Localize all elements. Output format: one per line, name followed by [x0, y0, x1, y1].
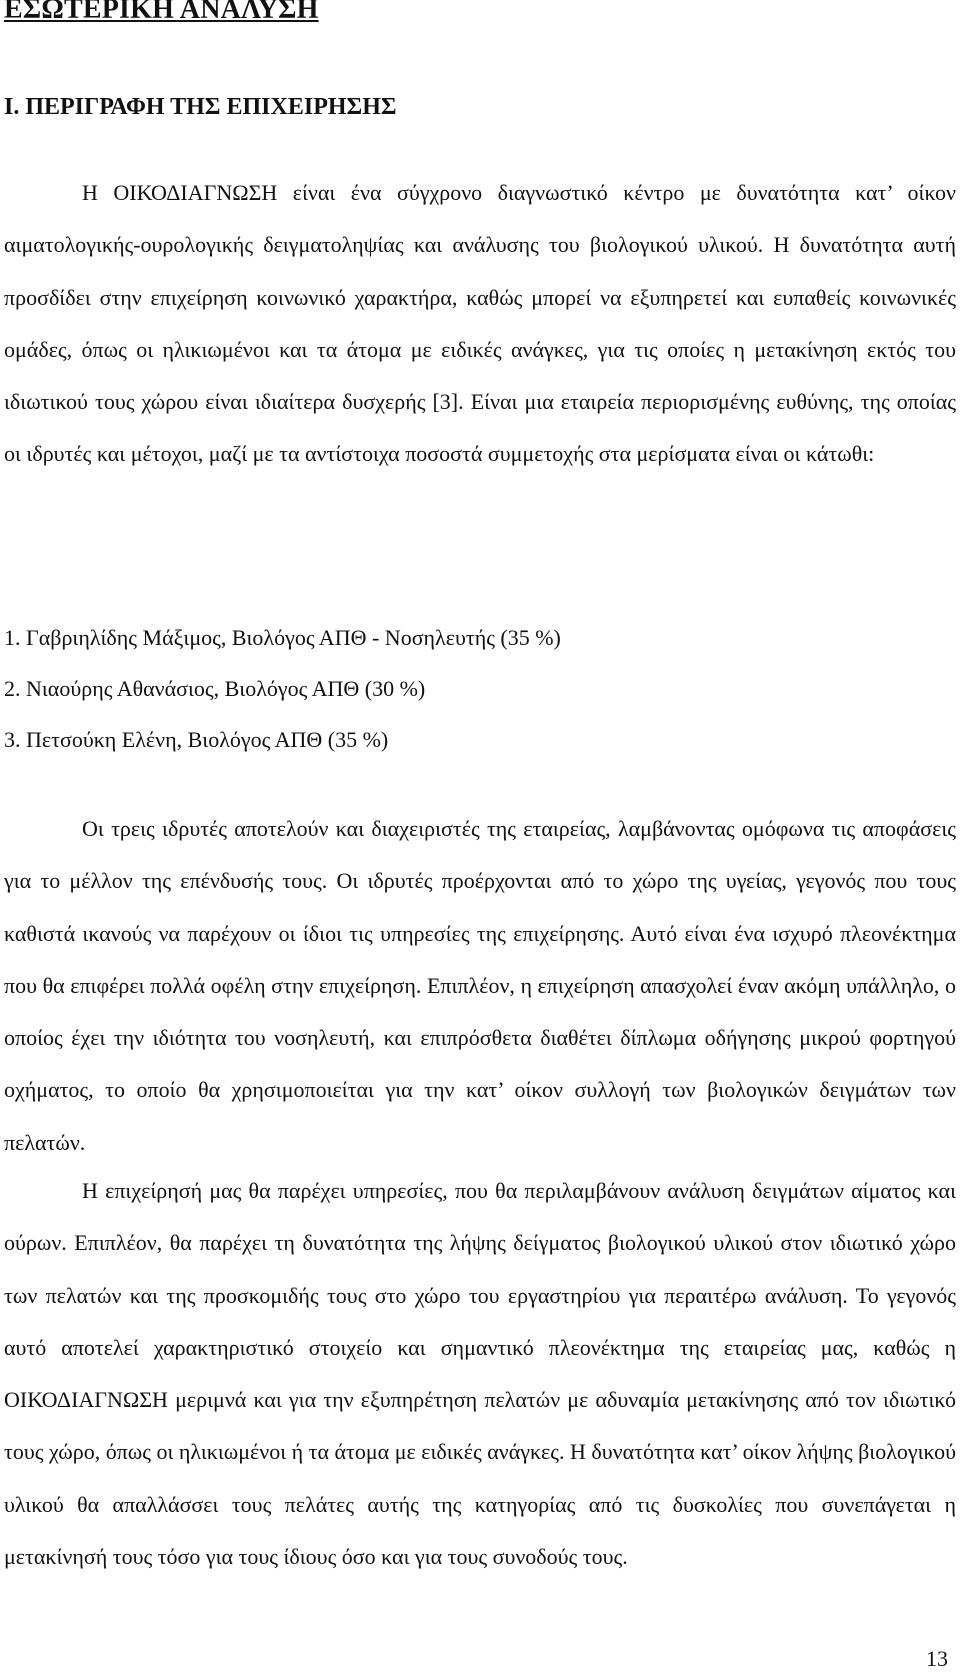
services-paragraph: Η επιχείρησή μας θα παρέχει υπηρεσίες, που θα περιλαμβάνουν ανάλυση δειγμάτων αίματος και ούρων. Επιπλέον, θα παρέχει τη δυνατότητα της λήψης δείγματος βιολογικού υλικού στον ιδιωτικό χώρο των πελατών και της προσκομιδής τους στο χώρο του εργαστηρίου για περαιτέρω ανάλυση. Το γεγονός αυτό αποτελεί χαρακτηριστικό στοιχείο και σημαντικό πλεονέκτημα της εταιρείας μας, καθώς η ΟΙΚΟΔΙΑΓΝΩΣΗ μεριμνά και για την εξυπηρέτηση πελατών με αδυναμία μετακίνησης από τον ιδιωτικό τους χώρο, όπως οι ηλικιωμένοι ή τα άτομα με ειδικές ανάγκες. Η δυνατότητα κατ’ οίκον λήψης βιολογικού υλικού θα απαλλάσσει τους πελάτες αυτής της κατηγορίας από τις δυσκολίες που συνεπάγεται η μετακίνησή τους τόσο για τους ίδιους όσο και για τους συνοδούς τους. — [4, 1178, 956, 1570]
list-item: 2. Νιαούρης Αθανάσιος, Βιολόγος ΑΠΘ (30 %) — [4, 676, 426, 701]
founders-paragraph: Οι τρεις ιδρυτές αποτελούν και διαχειριστές της εταιρείας, λαμβάνοντας ομόφωνα τις αποφάσεις για το μέλλον της επένδυσής τους. Οι ιδρυτές προέρχονται από το χώρο της υγείας, γεγονός που τους καθιστά ικανούς να παρέχουν οι ίδιοι τις υπηρεσίες της επιχείρησης. Αυτό είναι ένα ισχυρό πλεονέκτημα που θα επιφέρει πολλά οφέλη στην επιχείρηση. Επιπλέον, η επιχείρηση απασχολεί έναν ακόμη υπάλληλο, ο οποίος έχει την ιδιότητα του νοσηλευτή, και επιπρόσθετα διαθέτει δίπλωμα οδήγησης μικρού φορτηγού οχήματος, το οποίο θα χρησιμοποιείται για την κατ’ οίκον συλλογή των βιολογικών δειγμάτων των πελατών. — [4, 816, 956, 1155]
subsection-title: Ι. ΠΕΡΙΓΡΑΦΗ ΤΗΣ ΕΠΙΧΕΙΡΗΣΗΣ — [4, 94, 397, 120]
page-number: 13 — [926, 1646, 948, 1671]
intro-paragraph: Η ΟΙΚΟΔΙΑΓΝΩΣΗ είναι ένα σύγχρονο διαγνωστικό κέντρο με δυνατότητα κατ’ οίκον αιματολογικής-ουρολογικής δειγματοληψίας και ανάλυσης του βιολογικού υλικού. Η δυνατότητα αυτή προσδίδει στην επιχείρηση κοινωνικό χαρακτήρα, καθώς μπορεί να εξυπηρετεί και ευπαθείς κοινωνικές ομάδες, όπως οι ηλικιωμένοι και τα άτομα με ειδικές ανάγκες, για τις οποίες η μετακίνηση εκτός του ιδιωτικού τους χώρου είναι ιδιαίτερα δυσχερής [3]. Είναι μια εταιρεία περιορισμένης ευθύνης, της οποίας οι ιδρυτές και μέτοχοι, μαζί με τα αντίστοιχα ποσοστά συμμετοχής στα μερίσματα είναι οι κάτωθι: — [4, 180, 956, 467]
list-item: 3. Πετσούκη Ελένη, Βιολόγος ΑΠΘ (35 %) — [4, 727, 389, 752]
section-title: ΕΣΩΤΕΡΙΚΗ ΑΝΑΛΥΣΗ — [4, 0, 319, 25]
shareholders-list — [4, 612, 904, 765]
list-item: 1. Γαβριηλίδης Μάξιμος, Βιολόγος ΑΠΘ - Νοσηλευτής (35 %) — [4, 625, 561, 650]
